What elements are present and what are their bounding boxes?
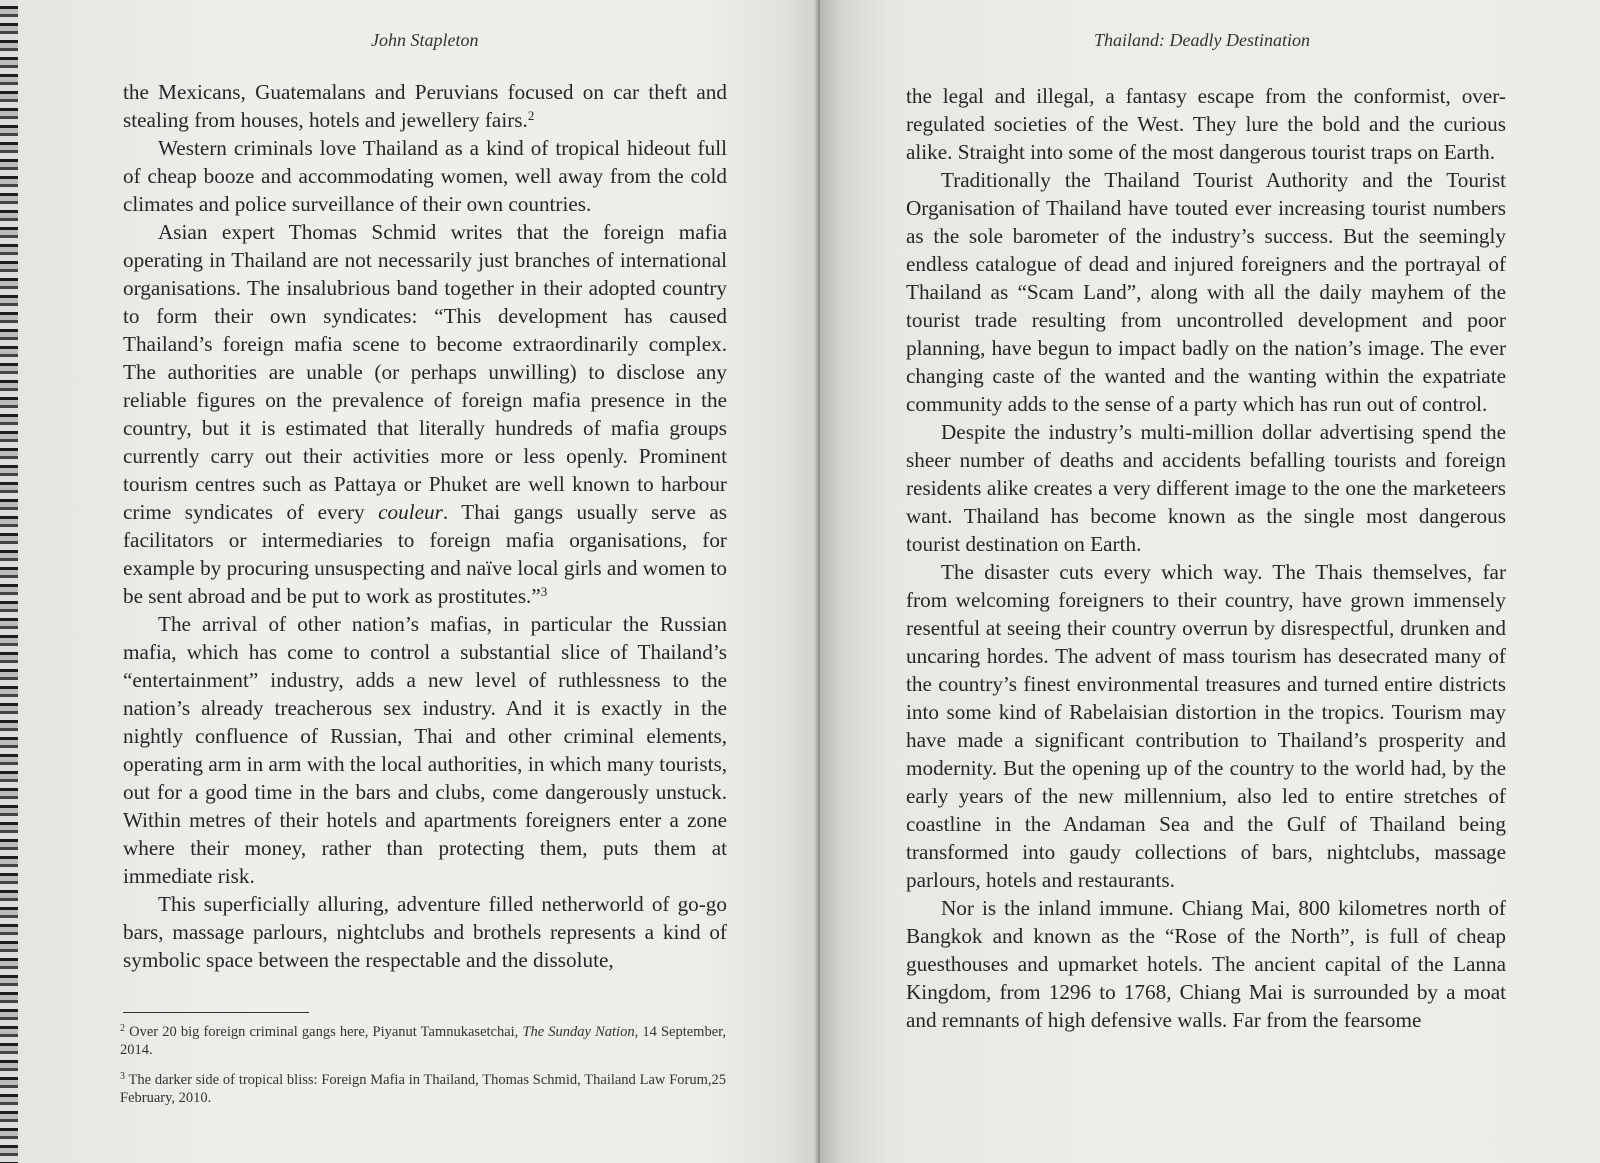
text-run: The disaster cuts every which way. The Thais themselves, far from welcoming foreigners to their country, have grown immensely resentful at seeing their country overrun by disrespectful, drunken and uncaring hordes. The advent of mass tourism has desecrated many of the country’s finest environmental treasures and turned entire districts into some kind of Rabelaisian distortion in the tropics. Tourism may have made a significant contribution to Thailand’s prosperity and modernity. But the opening up of the country to the world had, by the early years of the new millennium, also led to entire stretches of coastline in the Andaman Sea and the Gulf of Thailand being transformed into gaudy collections of bars, nightclubs, massage parlours, hotels and restaurants. xyxy=(906,560,1506,892)
text-run: The arrival of other nation’s mafias, in particular the Russian mafia, which has come to control a substantial slice of Thailand’s “entertainment” industry, adds a new level of ruthlessness to the nation’s already treacherous sex industry. And it is exactly in the nightly confluence of Russian, Thai and other criminal elements, operating arm in arm with the local authorities, in which many tourists, out for a good time in the bars and clubs, come dangerously unstuck. Within metres of their hotels and apartments foreigners enter a zone where their money, rather than protecting them, puts them at immediate risk. xyxy=(123,612,727,888)
text-run: Nor is the inland immune. Chiang Mai, 800 kilometres north of Bangkok and known as the “Rose of the North”, is full of cheap guesthouses and upmarket hotels. The ancient capital of the Lanna Kingdom, from 1296 to 1768, Chiang Mai is surrounded by a moat and remnants of high defensive walls. Far from the fearsome xyxy=(906,896,1506,1032)
text-run: The darker side of tropical bliss: Foreign Mafia in Thailand, Thomas Schmid, Thailand Law Forum,25 February, 2010. xyxy=(120,1072,726,1106)
footnote-number: 2 xyxy=(120,1023,125,1034)
italic-text: couleur xyxy=(378,500,443,524)
text-run: Western criminals love Thailand as a kind of tropical hideout full of cheap booze and accommodating women, well away from the cold climates and police surveillance of their own countries. xyxy=(123,136,727,216)
paragraph xyxy=(123,78,727,134)
footnotes xyxy=(120,1023,726,1119)
text-run: Traditionally the Thailand Tourist Authority and the Tourist Organisation of Thailand have touted ever increasing tourist numbers as the sole barometer of the industry’s success. But the seemingly endless catalogue of dead and injured foreigners and the portrayal of Thailand as “Scam Land”, along with all the daily mayhem of the tourist trade resulting from uncontrolled development and poor planning, have begun to impact badly on the nation’s image. The ever changing caste of the wanted and the wanting within the expatriate community adds to the sense of a party which has run out of control. xyxy=(906,168,1506,416)
text-run: . Thai gangs usually serve as facilitators or intermediaries to foreign mafia organisations, for example by procuring unsuspecting and naïve local girls and women to be sent abroad and be put to work as prostitutes.” xyxy=(123,500,727,608)
footnote-number: 3 xyxy=(120,1071,125,1082)
footnote-ref: 3 xyxy=(540,584,548,599)
right-body-text xyxy=(906,82,1506,1034)
paragraph xyxy=(906,418,1506,558)
page-edge-stack xyxy=(0,0,18,1163)
footnote-ref: 2 xyxy=(527,108,535,123)
footnote xyxy=(120,1023,726,1059)
left-body-text xyxy=(123,78,727,974)
text-run: Despite the industry’s multi-million dollar advertising spend the sheer number of deaths and accidents befalling tourists and foreign residents alike creates a very different image to the one the marketeers want. Thailand has become known as the single most dangerous tourist destination on Earth. xyxy=(906,420,1506,556)
text-run: the legal and illegal, a fantasy escape from the conformist, over-regulated societies of the West. They lure the bold and the curious alike. Straight into some of the most dangerous tourist traps on Earth. xyxy=(906,84,1506,164)
left-page xyxy=(18,0,820,1163)
footnote-rule xyxy=(123,1012,309,1013)
text-run: the Mexicans, Guatemalans and Peruvians focused on car theft and stealing from houses, hotels and jewellery fairs. xyxy=(123,80,727,132)
text-run: Over 20 big foreign criminal gangs here, Piyanut Tamnukasetchai, xyxy=(125,1024,523,1040)
right-page xyxy=(820,0,1600,1163)
paragraph xyxy=(123,890,727,974)
paragraph xyxy=(123,218,727,610)
footnote xyxy=(120,1071,726,1107)
paragraph xyxy=(123,610,727,890)
text-run: Asian expert Thomas Schmid writes that the foreign mafia operating in Thailand are not necessarily just branches of international organisations. The insalubrious band together in their adopted country to form their own syndicates: “This development has caused Thailand’s foreign mafia scene to become extraordinarily complex. The authorities are unable (or perhaps unwilling) to disclose any reliable figures on the prevalence of foreign mafia presence in the country, but it is estimated that literally hundreds of mafia groups currently carry out their activities more or less openly. Prominent tourism centres such as Pattaya or Phuket are well known to harbour crime syndicates of every xyxy=(123,220,727,524)
paragraph xyxy=(906,166,1506,418)
paragraph xyxy=(906,82,1506,166)
running-head-author: John Stapleton xyxy=(371,30,479,50)
paragraph xyxy=(906,558,1506,894)
italic-text: The Sunday Nation xyxy=(522,1024,635,1040)
text-run: , 14 September, 2014. xyxy=(120,1024,727,1058)
paragraph xyxy=(906,894,1506,1034)
text-run: This superficially alluring, adventure filled netherworld of go-go bars, massage parlours, nightclubs and brothels represents a kind of symbolic space between the respectable and the dissolute, xyxy=(123,892,727,972)
running-head-title: Thailand: Deadly Destination xyxy=(1094,30,1310,50)
paragraph xyxy=(123,134,727,218)
